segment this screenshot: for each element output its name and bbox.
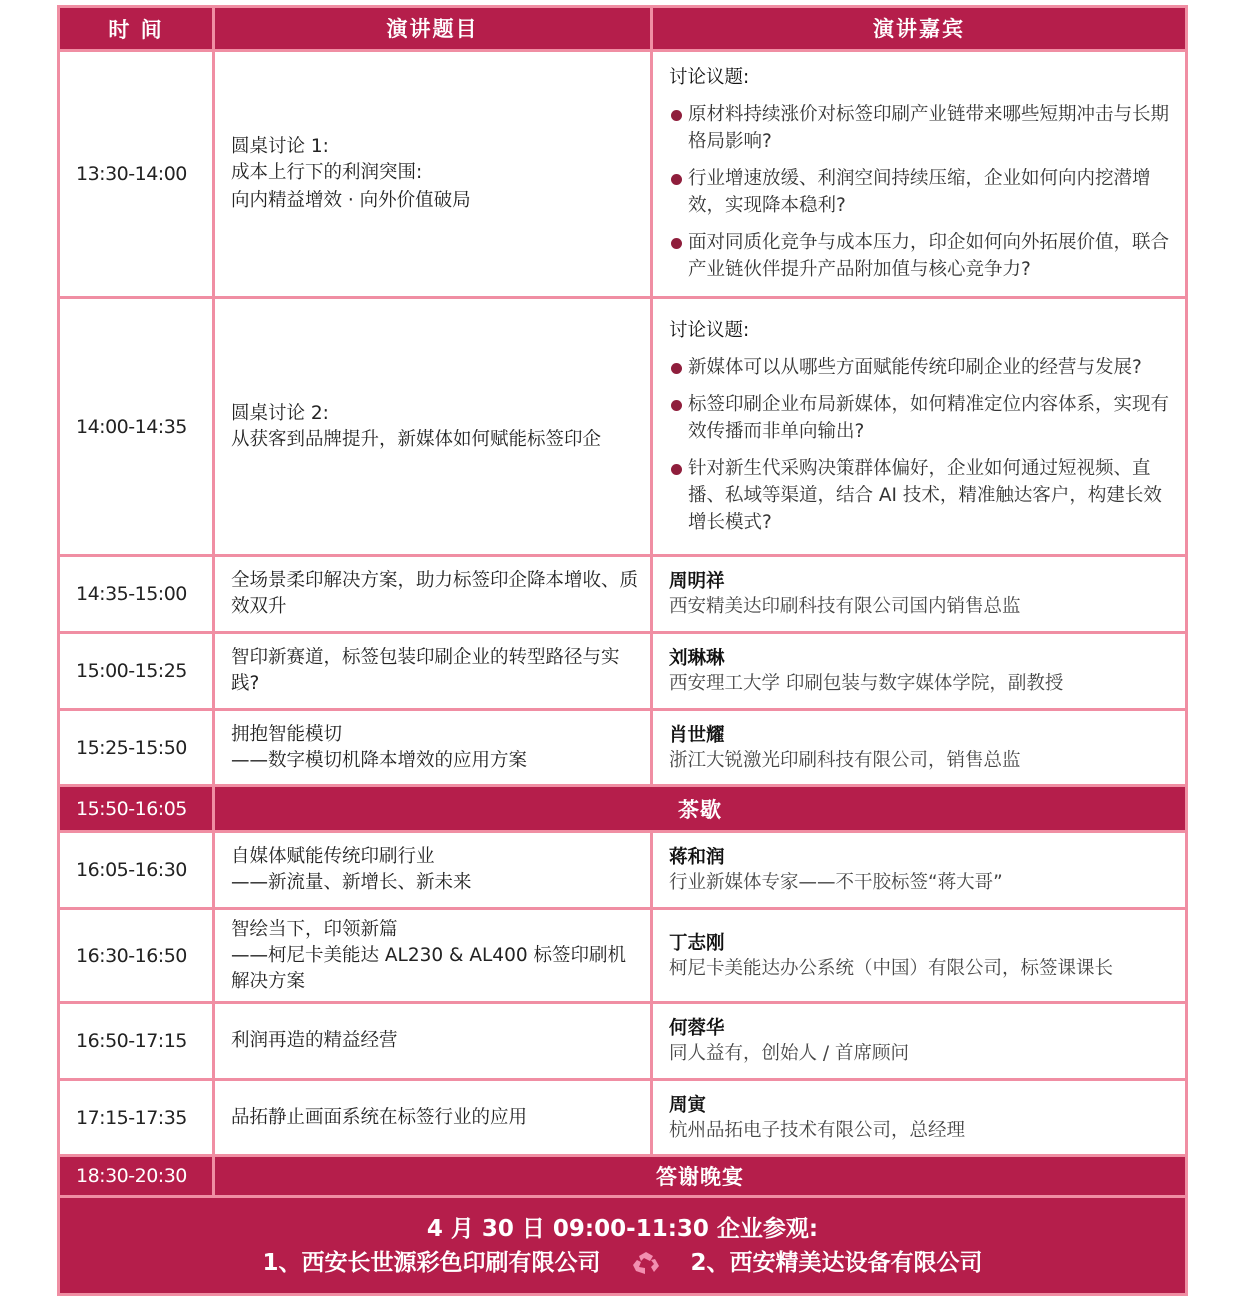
topic-line: ——数字模切机降本增效的应用方案 (231, 749, 528, 771)
table-row (60, 1081, 1185, 1157)
visit-footer-row (60, 1198, 1185, 1293)
speaker-name: 丁志刚 (669, 932, 725, 954)
discussion-item: 原材料持续涨价对标签印刷产业链带来哪些短期冲击与长期格局影响? (669, 101, 1177, 155)
speaker-org: 柯尼卡美能达办公系统（中国）有限公司，标签课课长 (669, 957, 1114, 979)
discussion-cell (653, 52, 1185, 296)
discussion-item: 标签印刷企业布局新媒体，如何精准定位内容体系，实现有效传播而非单向输出? (669, 391, 1177, 445)
topic-line: 圆桌讨论 1: (231, 136, 329, 157)
speaker-org: 西安理工大学 印刷包装与数字媒体学院，副教授 (669, 673, 1064, 694)
speaker-org: 浙江大锐激光印刷科技有限公司，销售总监 (669, 749, 1021, 771)
time-cell: 15:50-16:05 (60, 787, 215, 830)
topic-line: 自媒体赋能传统印刷行业 (231, 846, 435, 867)
table-row (60, 299, 1185, 557)
topic-line: 智印新赛道，标签包装印刷企业的转型路径与实践? (231, 647, 620, 694)
header-time: 时 间 (60, 8, 215, 49)
table-row (60, 557, 1185, 634)
topic-line: 向内精益增效 · 向外价值破局 (231, 190, 471, 211)
time-cell: 18:30-20:30 (60, 1157, 215, 1195)
topic-cell (215, 1004, 653, 1078)
visit-heading: 4 月 30 日 09:00-11:30 企业参观: (426, 1215, 819, 1242)
time-cell: 14:00-14:35 (60, 299, 215, 554)
table-row (60, 833, 1185, 910)
topic-line: 全场景柔印解决方案，助力标签印企降本增收、质效双升 (231, 570, 639, 617)
topic-line: 成本上行下的利润突围: (231, 162, 423, 183)
speaker-cell (653, 634, 1185, 708)
agenda-table (57, 5, 1188, 1296)
discussion-item: 行业增速放缓、利润空间持续压缩，企业如何向内挖潜增效，实现降本稳利? (669, 165, 1177, 219)
speaker-cell (653, 1004, 1185, 1078)
visit-list (60, 1246, 1185, 1280)
time-cell: 16:50-17:15 (60, 1004, 215, 1078)
speaker-name: 刘琳琳 (669, 648, 725, 669)
speaker-name: 周明祥 (669, 571, 725, 592)
topic-line: 圆桌讨论 2: (231, 402, 329, 424)
bullet-icon (671, 238, 682, 249)
recycle-icon (631, 1250, 661, 1276)
tea-break-label: 茶歇 (215, 787, 1185, 830)
speaker-org: 杭州品拓电子技术有限公司，总经理 (669, 1119, 966, 1141)
speaker-cell (653, 833, 1185, 907)
discussion-item: 面对同质化竞争与成本压力，印企如何向外拓展价值，联合产业链伙伴提升产品附加值与核心竞争力? (669, 229, 1177, 283)
time-cell: 16:30-16:50 (60, 910, 215, 1001)
topic-line: 品拓静止画面系统在标签行业的应用 (231, 1106, 528, 1128)
speaker-name: 肖世耀 (669, 724, 725, 746)
topic-line: ——新流量、新增长、新未来 (231, 872, 472, 893)
time-cell: 15:25-15:50 (60, 711, 215, 784)
bullet-icon (671, 363, 682, 374)
table-row (60, 52, 1185, 299)
bullet-icon (671, 174, 682, 185)
table-row (60, 1004, 1185, 1081)
topic-cell (215, 711, 653, 784)
tea-break-row (60, 787, 1185, 833)
speaker-cell (653, 1081, 1185, 1154)
time-cell: 15:00-15:25 (60, 634, 215, 708)
topic-cell (215, 910, 653, 1001)
topic-cell (215, 634, 653, 708)
time-cell: 17:15-17:35 (60, 1081, 215, 1154)
topic-line: 利润再造的精益经营 (231, 1030, 398, 1051)
topic-cell (215, 833, 653, 907)
topic-line: 智绘当下，印领新篇 (231, 918, 398, 940)
speaker-name: 蒋和润 (669, 847, 725, 868)
discussion-cell (653, 299, 1185, 554)
discussion-label: 讨论议题: (669, 319, 750, 341)
time-cell: 16:05-16:30 (60, 833, 215, 907)
visit-footer (60, 1198, 1185, 1293)
visit-item-2: 2、西安精美达设备有限公司 (690, 1249, 983, 1276)
speaker-cell (653, 557, 1185, 631)
bullet-icon (671, 400, 682, 411)
discussion-label: 讨论议题: (669, 67, 750, 88)
discussion-item: 针对新生代采购决策群体偏好，企业如何通过短视频、直播、私域等渠道，结合 AI 技术，精准触达客户，构建长效增长模式? (669, 455, 1177, 536)
topic-line: ——柯尼卡美能达 AL230 & AL400 标签印刷机解决方案 (231, 944, 626, 992)
speaker-name: 何蓉华 (669, 1018, 725, 1039)
speaker-org: 西安精美达印刷科技有限公司国内销售总监 (669, 596, 1021, 617)
time-cell: 13:30-14:00 (60, 52, 215, 296)
table-row (60, 910, 1185, 1004)
bullet-icon (671, 464, 682, 475)
topic-cell (215, 52, 653, 296)
header-topic: 演讲题目 (215, 8, 653, 49)
table-row (60, 711, 1185, 787)
speaker-org: 行业新媒体专家——不干胶标签“蒋大哥” (669, 872, 1003, 893)
speaker-cell (653, 910, 1185, 1001)
speaker-cell (653, 711, 1185, 784)
speaker-name: 周寅 (669, 1094, 707, 1116)
dinner-label: 答谢晚宴 (215, 1157, 1185, 1195)
topic-cell (215, 557, 653, 631)
table-header (60, 8, 1185, 52)
time-cell: 14:35-15:00 (60, 557, 215, 631)
dinner-row (60, 1157, 1185, 1198)
topic-cell (215, 299, 653, 554)
topic-cell (215, 1081, 653, 1154)
speaker-org: 同人益有，创始人 / 首席顾问 (669, 1043, 909, 1064)
header-speaker: 演讲嘉宾 (653, 8, 1185, 49)
topic-line: 从获客到品牌提升，新媒体如何赋能标签印企 (231, 428, 602, 450)
discussion-item: 新媒体可以从哪些方面赋能传统印刷企业的经营与发展? (669, 354, 1177, 381)
topic-line: 拥抱智能模切 (231, 723, 343, 745)
visit-item-1: 1、西安长世源彩色印刷有限公司 (262, 1249, 601, 1276)
table-row (60, 634, 1185, 711)
bullet-icon (671, 110, 682, 121)
